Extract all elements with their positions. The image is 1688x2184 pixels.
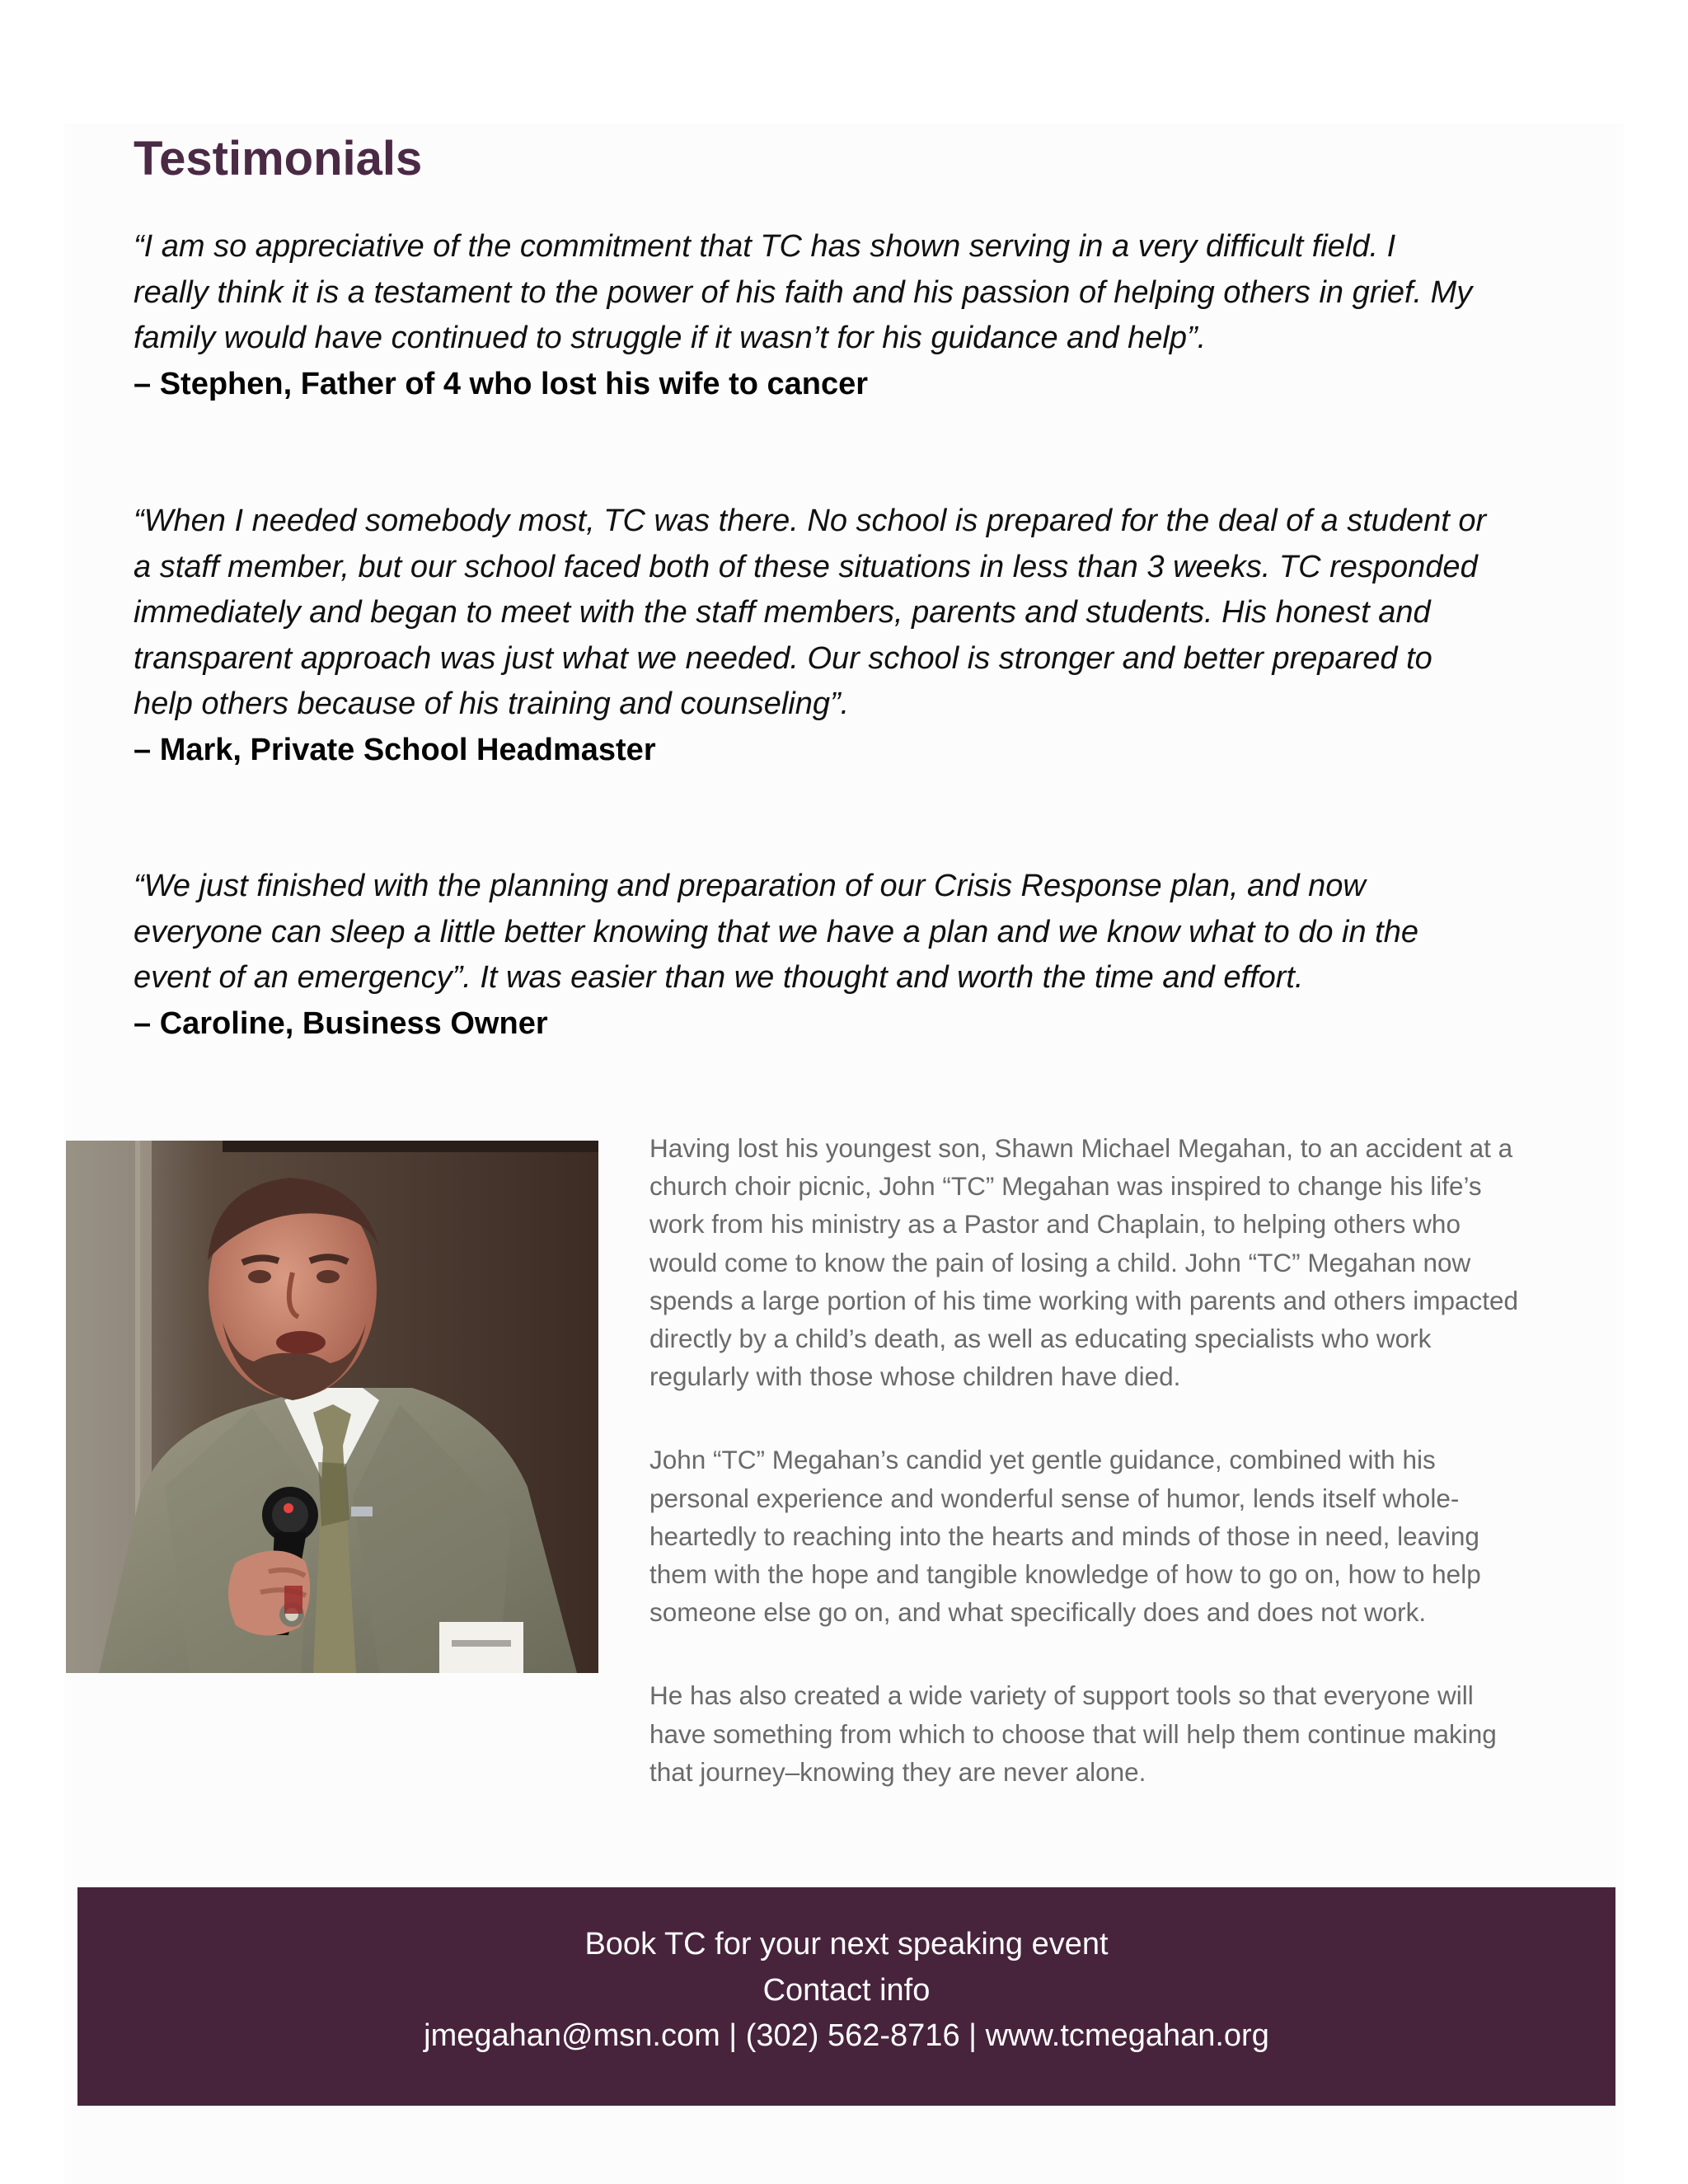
bio-line: directly by a child’s death, as well as educating specialists who work bbox=[649, 1324, 1432, 1354]
bio-line: church choir picnic, John “TC” Megahan was inspired to change his life’s bbox=[649, 1171, 1482, 1202]
footer-booking-text: Book TC for your next speaking event bbox=[584, 1927, 1109, 1961]
bio-section bbox=[649, 1129, 1589, 1836]
testimonial-attribution: – Caroline, Business Owner bbox=[134, 1005, 548, 1041]
bio-line: have something from which to choose that will help them continue making bbox=[649, 1718, 1497, 1749]
bio-line: personal experience and wonderful sense of humor, lends itself whole- bbox=[649, 1483, 1460, 1513]
testimonial-quote-line: event of an emergency”. It was easier than we thought and worth the time and effort. bbox=[134, 960, 1304, 995]
testimonial-stephen bbox=[134, 224, 1584, 407]
bio-line: spends a large portion of his time working with parents and others impacted bbox=[649, 1285, 1519, 1315]
speaker-photo-illustration bbox=[66, 1141, 598, 1673]
bio-line: regularly with those whose children have died. bbox=[649, 1361, 1181, 1392]
testimonial-quote-line: everyone can sleep a little better knowing that we have a plan and we know what to do in the bbox=[134, 914, 1418, 949]
testimonial-quote-line: a staff member, but our school faced both of these situations in less than 3 weeks. TC responded bbox=[134, 549, 1478, 584]
page-title: Testimonials bbox=[134, 132, 423, 185]
bio-line: heartedly to reaching into the hearts and minds of those in need, leaving bbox=[649, 1521, 1479, 1551]
testimonial-mark bbox=[134, 499, 1584, 773]
testimonial-quote-line: “When I needed somebody most, TC was there. No school is prepared for the deal of a student or bbox=[134, 504, 1487, 538]
bio-line: Having lost his youngest son, Shawn Michael Megahan, to an accident at a bbox=[649, 1133, 1513, 1163]
footer-content bbox=[77, 1922, 1615, 2060]
testimonial-quote-line: “We just finished with the planning and preparation of our Crisis Response plan, and now bbox=[134, 869, 1366, 903]
bio-paragraph bbox=[649, 1129, 1589, 1395]
footer-contact-heading: Contact info bbox=[762, 1972, 931, 2008]
bio-line: John “TC” Megahan’s candid yet gentle guidance, combined with his bbox=[649, 1445, 1436, 1475]
testimonial-quote-line: transparent approach was just what we needed. Our school is stronger and better prepared to bbox=[134, 640, 1432, 676]
bio-paragraph bbox=[649, 1441, 1589, 1631]
footer-contact-details: jmegahan@msn.com | (302) 562-8716 | www.tcmegahan.org bbox=[424, 2018, 1269, 2053]
testimonial-quote-line: help others because of his training and counseling”. bbox=[134, 687, 850, 721]
testimonial-quote-line: immediately and began to meet with the staff members, parents and students. His honest and bbox=[134, 595, 1431, 630]
testimonial-attribution: – Stephen, Father of 4 who lost his wife to cancer bbox=[134, 366, 869, 401]
testimonial-quote-line: family would have continued to struggle if it wasn’t for his guidance and help”. bbox=[134, 321, 1207, 355]
contact-footer bbox=[77, 1887, 1615, 2106]
bio-line: would come to know the pain of losing a child. John “TC” Megahan now bbox=[649, 1247, 1471, 1277]
bio-line: them with the hope and tangible knowledge of how to go on, how to help bbox=[649, 1559, 1481, 1590]
testimonial-quote-line: “I am so appreciative of the commitment that TC has shown serving in a very difficult field. I bbox=[134, 229, 1396, 264]
bio-line: work from his ministry as a Pastor and Chaplain, to helping others who bbox=[649, 1209, 1461, 1240]
bio-line: He has also created a wide variety of support tools so that everyone will bbox=[649, 1680, 1474, 1711]
testimonial-caroline bbox=[134, 864, 1584, 1047]
speaker-photo bbox=[66, 1141, 598, 1673]
testimonial-quote-line: really think it is a testament to the power of his faith and his passion of helping others in grief. My bbox=[134, 274, 1473, 310]
bio-paragraph bbox=[649, 1676, 1589, 1791]
testimonial-attribution: – Mark, Private School Headmaster bbox=[134, 732, 656, 767]
bio-line: someone else go on, and what specifically does and does not work. bbox=[649, 1597, 1427, 1628]
bio-line: that journey–knowing they are never alone. bbox=[649, 1756, 1146, 1787]
